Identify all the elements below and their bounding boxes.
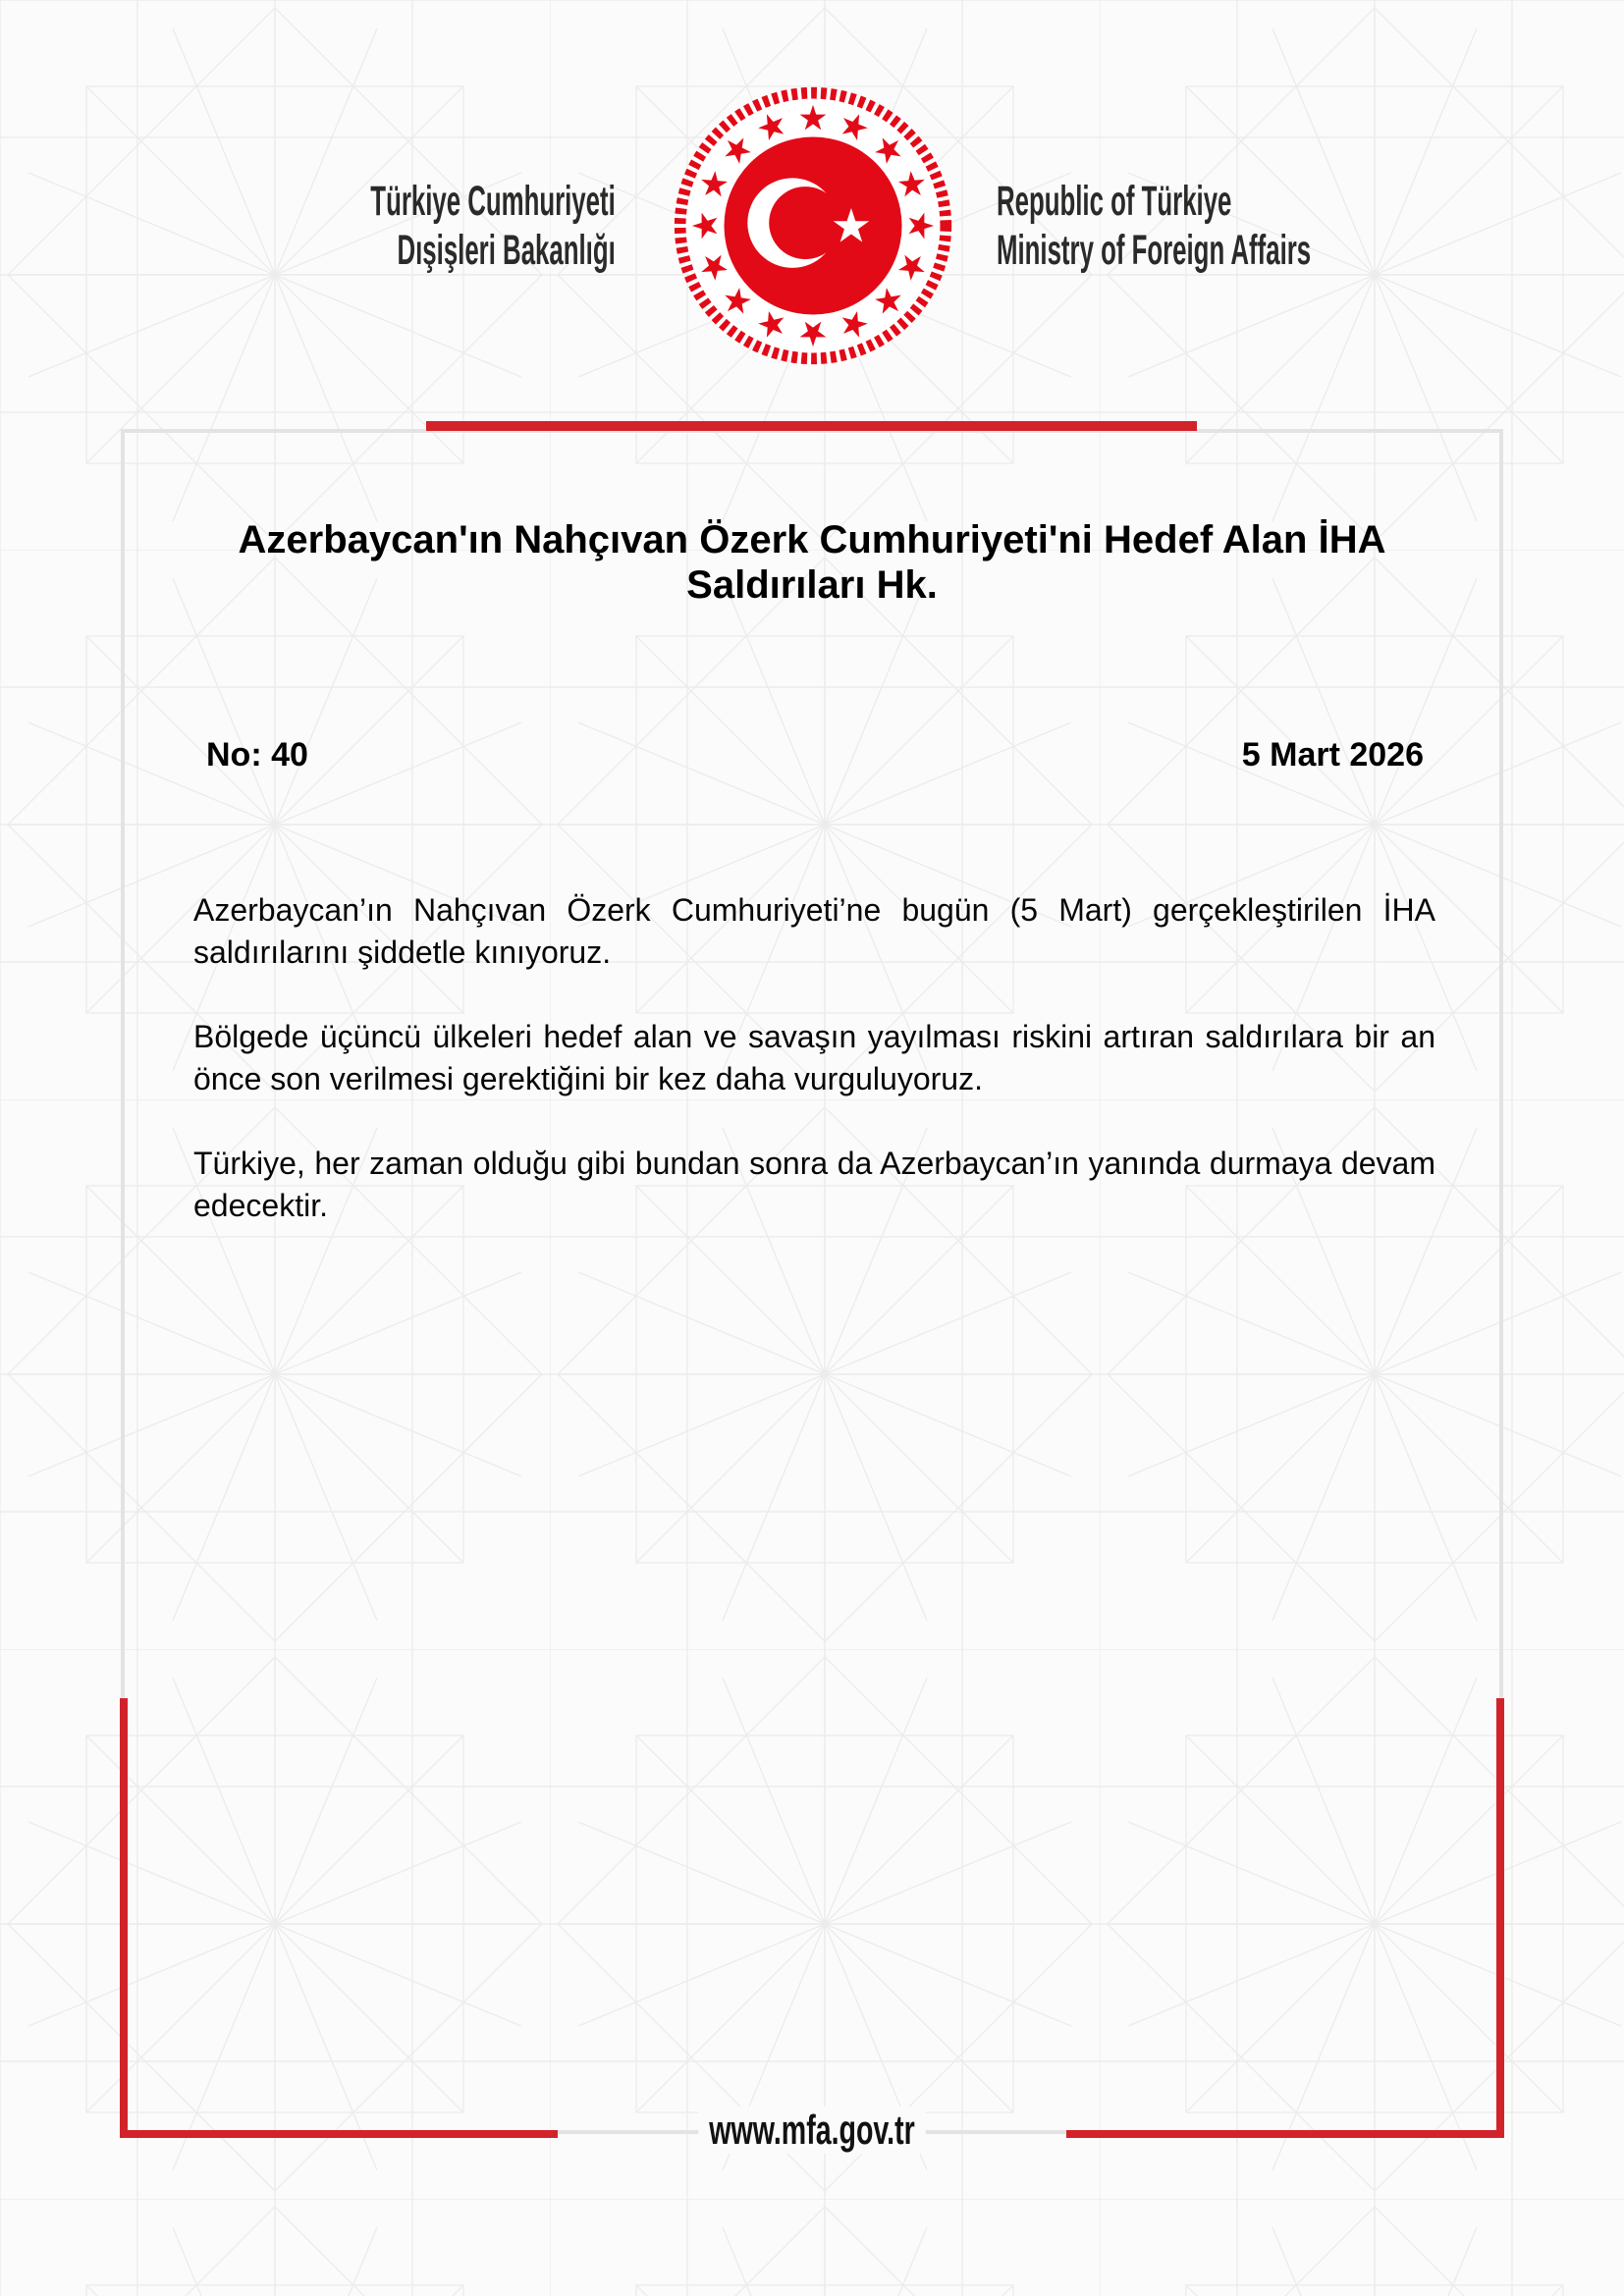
release-date: 5 Mart 2026 bbox=[1241, 736, 1424, 774]
ministry-name-turkish-line1: Türkiye Cumhuriyeti bbox=[370, 178, 616, 225]
ministry-name-turkish-line2: Dışişleri Bakanlığı bbox=[397, 227, 616, 274]
body-paragraph-1: Azerbaycan’ın Nahçıvan Özerk Cumhuriyeti’ne bugün (5 Mart) gerçekleştirilen İHA saldırılarını şiddetle kınıyoruz. bbox=[193, 892, 1435, 970]
ministry-name-english-line1: Republic of Türkiye bbox=[997, 178, 1232, 225]
press-release-body bbox=[193, 889, 1435, 1269]
right-red-border-segment bbox=[1496, 1698, 1504, 2138]
document-frame bbox=[121, 429, 1503, 2134]
body-paragraph-3: Türkiye, her zaman olduğu gibi bundan sonra da Azerbaycan’ın yanında durmaya devam edecektir. bbox=[193, 1146, 1435, 1223]
footer bbox=[0, 2107, 1624, 2154]
ministry-name-turkish bbox=[371, 177, 616, 275]
ministry-name-english-line2: Ministry of Foreign Affairs bbox=[997, 227, 1312, 274]
turkiye-mfa-emblem-icon bbox=[670, 82, 956, 369]
top-red-bar bbox=[426, 421, 1197, 431]
ministry-name-english bbox=[997, 177, 1311, 275]
mfa-website-link[interactable]: www.mfa.gov.tr bbox=[698, 2107, 925, 2154]
body-paragraph-2: Bölgede üçüncü ülkeleri hedef alan ve savaşın yayılması riskini artıran saldırılara bir an önce son verilmesi gerektiğini bir kez daha vurguluyoruz. bbox=[193, 1019, 1435, 1096]
crescent-star-icon bbox=[724, 136, 901, 314]
left-red-border-segment bbox=[120, 1698, 128, 2138]
release-number: No: 40 bbox=[206, 736, 308, 774]
press-release-title bbox=[0, 517, 1624, 608]
press-release-title-line2: Saldırıları Hk. bbox=[686, 563, 938, 607]
press-release-title-line1: Azerbaycan'ın Nahçıvan Özerk Cumhuriyeti'ni Hedef Alan İHA bbox=[238, 518, 1386, 561]
